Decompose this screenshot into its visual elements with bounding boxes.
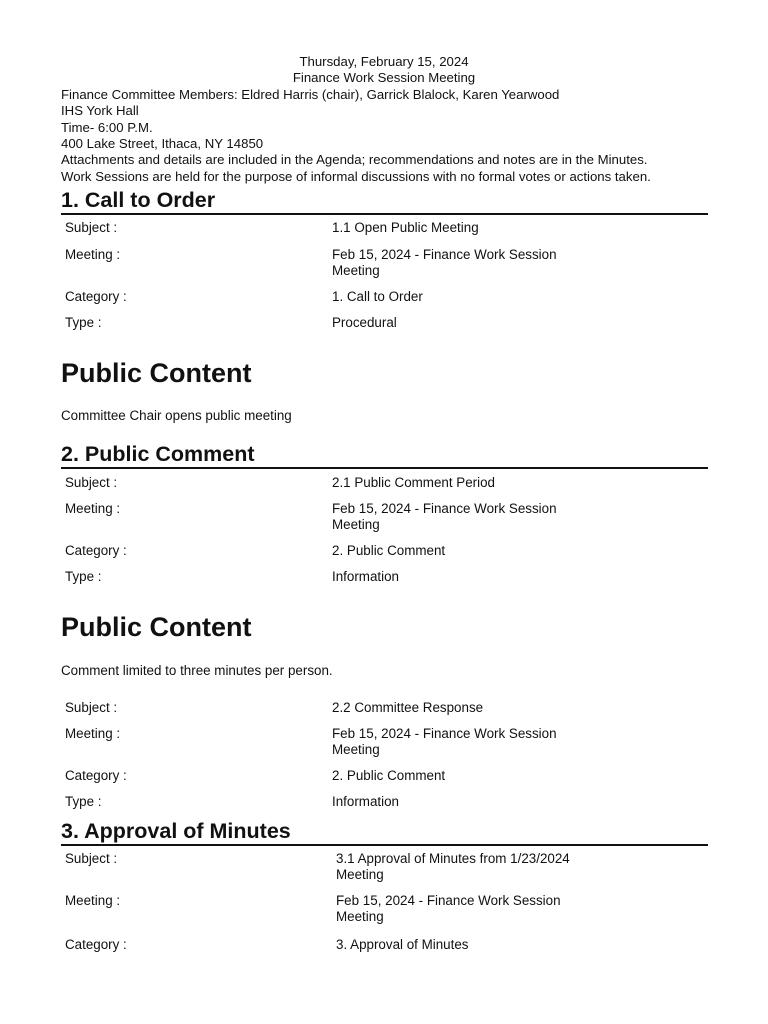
- meeting-value-line: Feb 15, 2024 - Finance Work Session: [332, 501, 557, 516]
- category-label: Category :: [65, 289, 127, 304]
- meeting-address: 400 Lake Street, Ithaca, NY 14850: [61, 136, 264, 152]
- meeting-header: [61, 54, 711, 185]
- category-value: 3. Approval of Minutes: [336, 937, 469, 952]
- meeting-value: [332, 726, 592, 758]
- meeting-title: Finance Work Session Meeting: [292, 70, 476, 86]
- meeting-value-line: Meeting: [332, 263, 380, 278]
- meeting-value: [332, 247, 592, 279]
- category-value: 1. Call to Order: [332, 289, 423, 304]
- public-content-heading: Public Content: [61, 612, 252, 642]
- subject-value-line: Meeting: [336, 867, 384, 882]
- meeting-date: Thursday, February 15, 2024: [299, 54, 469, 69]
- subject-label: Subject :: [65, 475, 118, 490]
- meeting-label: Meeting :: [65, 247, 121, 262]
- section-divider: [61, 467, 708, 469]
- public-content-heading: Public Content: [61, 358, 252, 388]
- public-content-text: Committee Chair opens public meeting: [61, 408, 292, 423]
- type-value: Information: [332, 794, 399, 809]
- section-divider: [61, 844, 708, 846]
- subject-label: Subject :: [65, 851, 118, 866]
- type-value: Procedural: [332, 315, 397, 330]
- section-heading: [61, 818, 708, 846]
- type-label: Type :: [65, 569, 102, 584]
- section-title: 2. Public Comment: [61, 442, 255, 466]
- public-content-text: Comment limited to three minutes per person.: [61, 663, 333, 678]
- work-session-note: Work Sessions are held for the purpose of informal discussions with no formal votes or actions taken.: [61, 168, 651, 184]
- meeting-time: Time- 6:00 P.M.: [61, 119, 153, 135]
- type-label: Type :: [65, 315, 102, 330]
- subject-value: [336, 851, 596, 883]
- category-value: 2. Public Comment: [332, 768, 446, 783]
- subject-value: 1.1 Open Public Meeting: [332, 220, 479, 235]
- committee-members: Finance Committee Members: Eldred Harris (chair), Garrick Blalock, Karen Yearwood: [61, 86, 560, 102]
- meeting-value-line: Meeting: [332, 517, 380, 532]
- section-heading: [61, 441, 708, 469]
- subject-label: Subject :: [65, 700, 118, 715]
- meeting-value-line: Feb 15, 2024 - Finance Work Session: [336, 893, 561, 908]
- meeting-location: IHS York Hall: [61, 103, 139, 119]
- category-label: Category :: [65, 768, 127, 783]
- meeting-label: Meeting :: [65, 501, 121, 516]
- meeting-value: [336, 893, 596, 925]
- type-label: Type :: [65, 794, 102, 809]
- category-label: Category :: [65, 937, 127, 952]
- type-value: Information: [332, 569, 399, 584]
- meeting-label: Meeting :: [65, 726, 121, 741]
- meeting-value-line: Feb 15, 2024 - Finance Work Session: [332, 247, 557, 262]
- section-title: 3. Approval of Minutes: [61, 819, 291, 843]
- subject-value: 2.1 Public Comment Period: [332, 475, 495, 490]
- category-value: 2. Public Comment: [332, 543, 446, 558]
- meeting-label: Meeting :: [65, 893, 121, 908]
- section-heading: [61, 187, 708, 215]
- agenda-note: Attachments and details are included in the Agenda; recommendations and notes are in the Minutes.: [61, 152, 648, 168]
- meeting-value-line: Meeting: [336, 909, 384, 924]
- meeting-value-line: Feb 15, 2024 - Finance Work Session: [332, 726, 557, 741]
- section-title: 1. Call to Order: [61, 188, 216, 212]
- subject-value-line: 3.1 Approval of Minutes from 1/23/2024: [336, 851, 570, 866]
- meeting-value: [332, 501, 592, 533]
- meeting-value-line: Meeting: [332, 742, 380, 757]
- category-label: Category :: [65, 543, 127, 558]
- subject-label: Subject :: [65, 220, 118, 235]
- subject-value: 2.2 Committee Response: [332, 700, 484, 715]
- section-divider: [61, 213, 708, 215]
